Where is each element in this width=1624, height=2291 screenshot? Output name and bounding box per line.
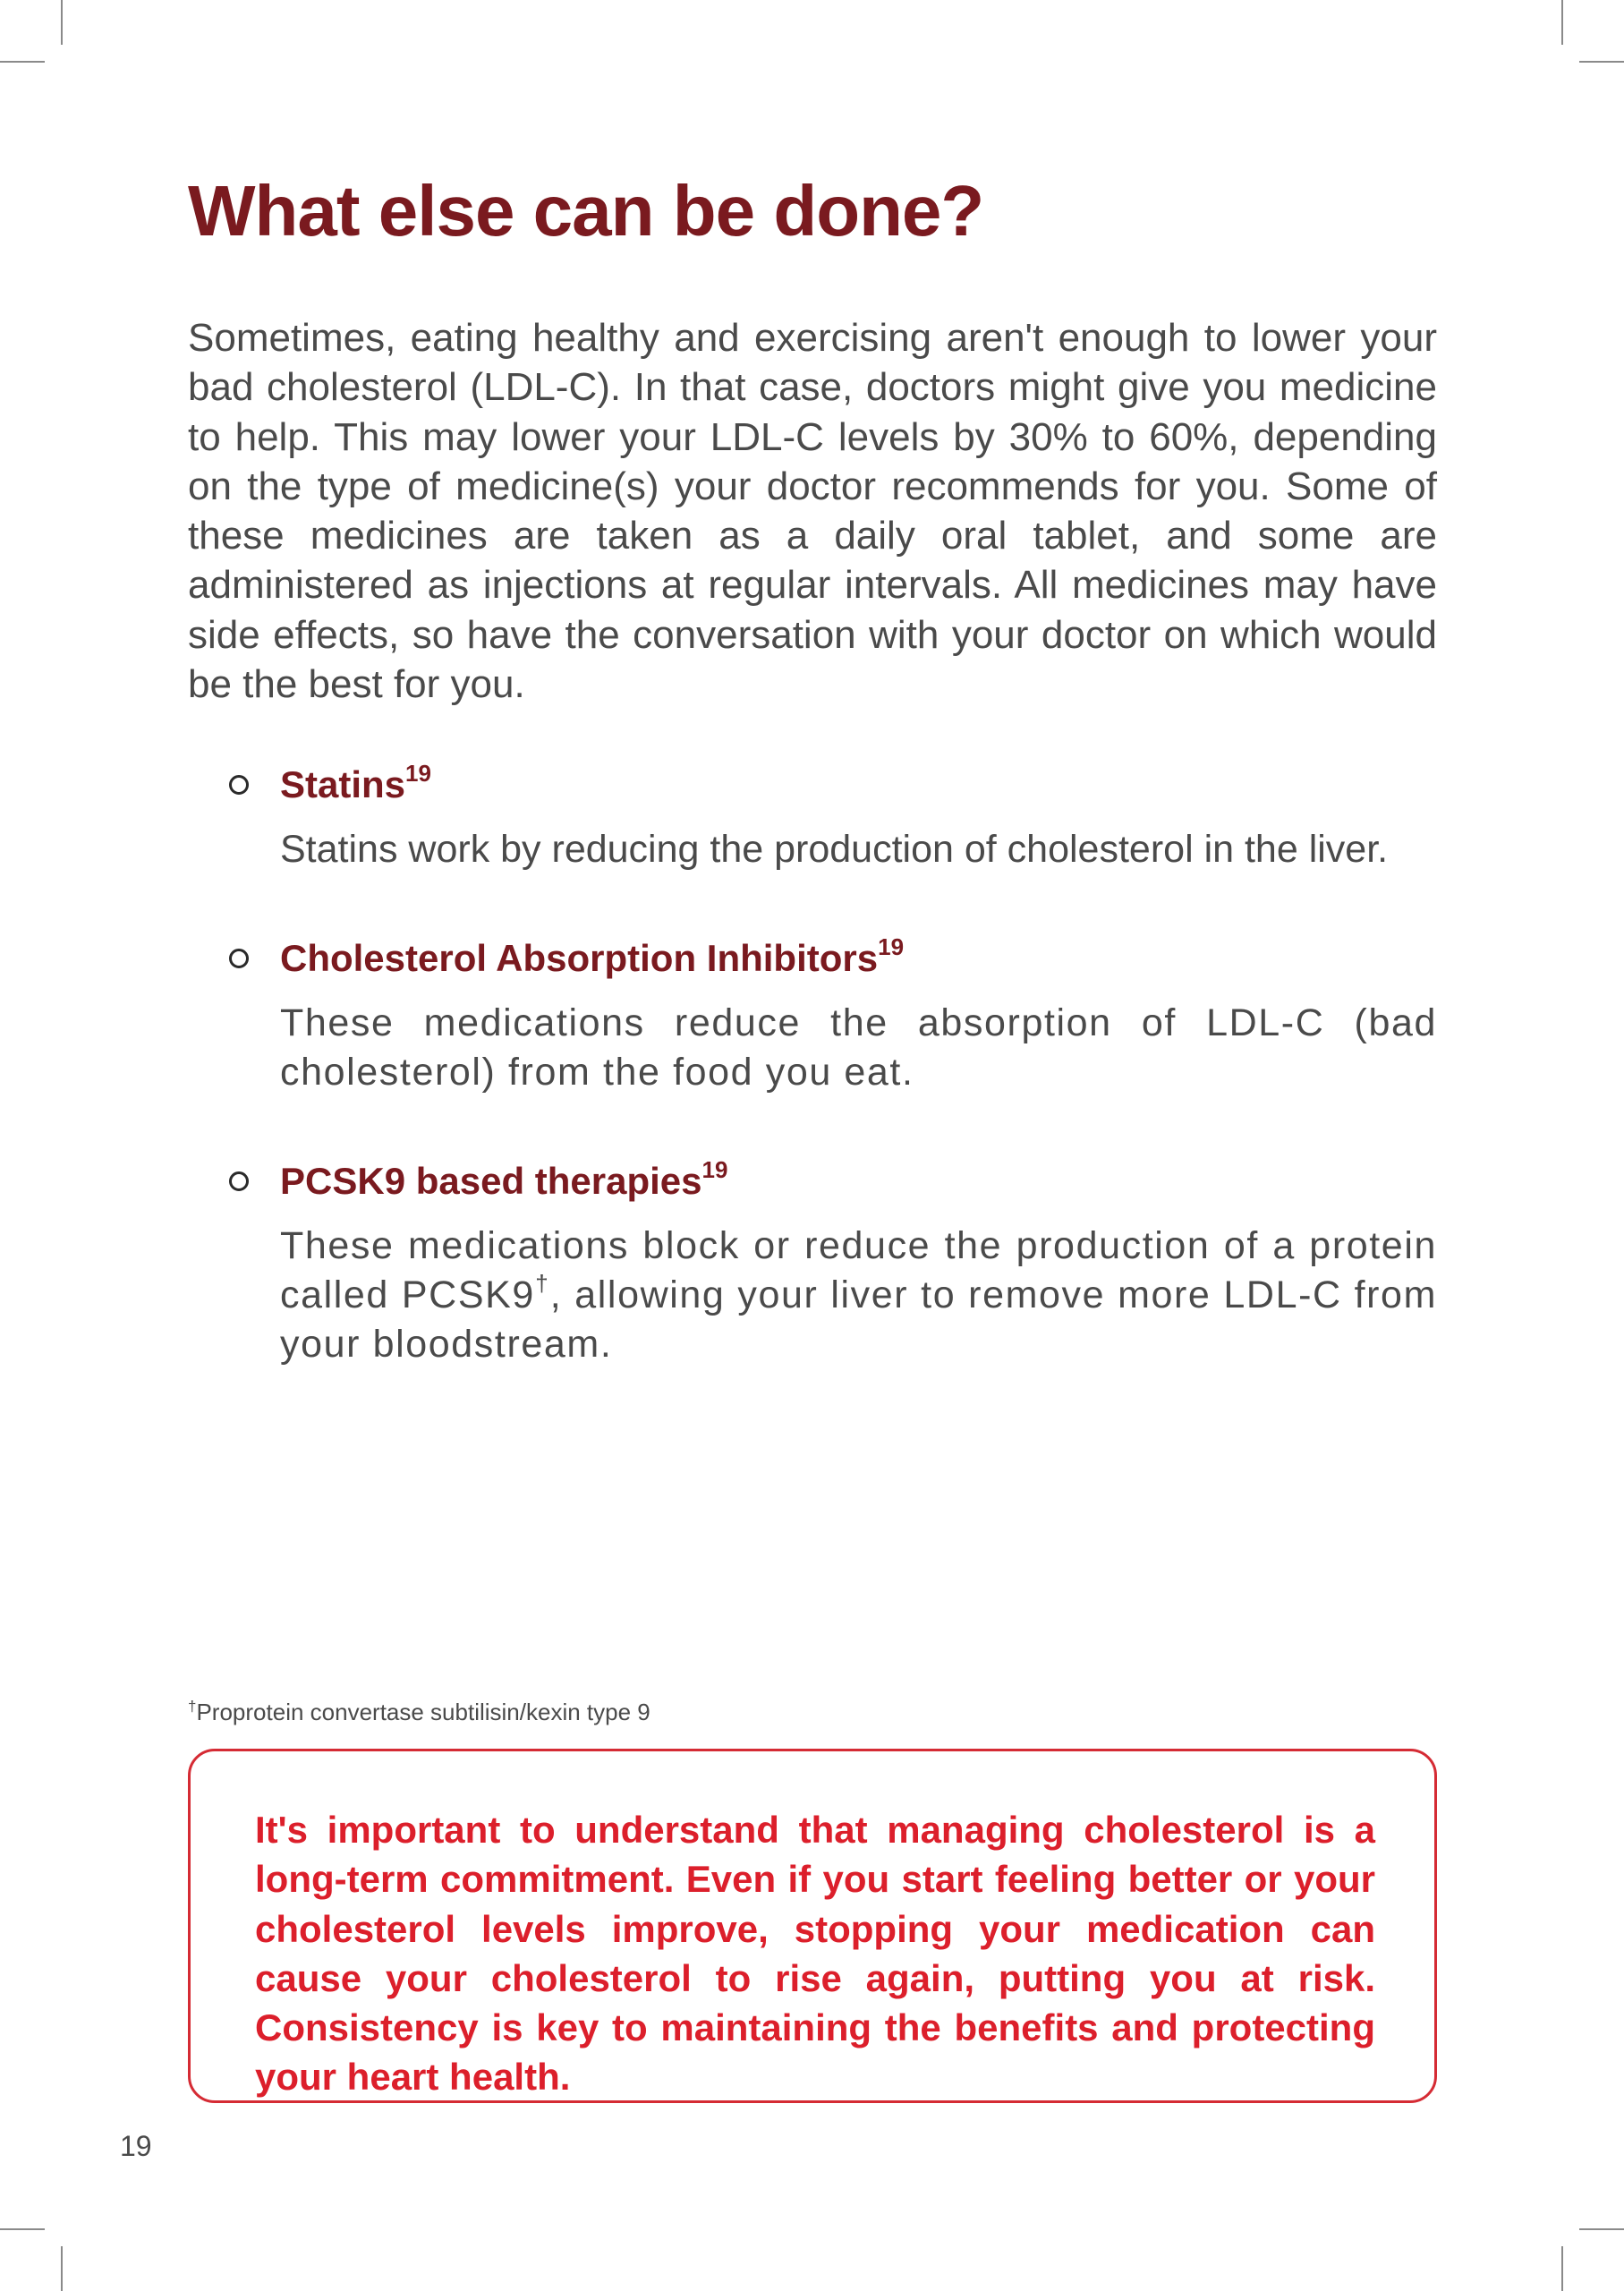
circle-bullet-icon: [229, 949, 249, 968]
footnote: †Proprotein convertase subtilisin/kexin type 9: [188, 1698, 650, 1725]
treatment-description: These medications block or reduce the production of a protein called PCSK9†, allowing your liver to remove more LDL-C from your bloodstream.: [280, 1224, 1437, 1366]
circle-bullet-icon: [229, 1171, 249, 1191]
crop-mark-bottom-right-horizontal: [1579, 2228, 1624, 2230]
treatment-heading: Cholesterol Absorption Inhibitors$^{19}$: [280, 933, 905, 979]
crop-mark-top-right-horizontal: [1579, 61, 1624, 63]
treatment-description: These medications reduce the absorption of LDL-C (bad cholesterol) from the food you eat.: [280, 1001, 1437, 1094]
page-title: What else can be done?: [188, 171, 984, 251]
crop-mark-top-left-vertical: [61, 0, 63, 45]
treatment-description: Statins work by reducing the production of cholesterol in the liver.: [280, 828, 1389, 871]
callout-text: It's important to understand that managing cholesterol is a long-term commitment. Even if you start feeling better or your cholesterol levels improve, stopping your medication can cause your cholesterol to rise again, putting you at risk. Consistency is key to maintaining the benefits and protecting your heart health.: [255, 1809, 1375, 2099]
crop-mark-bottom-right-vertical: [1561, 2246, 1563, 2291]
intro-paragraph: Sometimes, eating healthy and exercising aren't enough to lower your bad cholesterol (LDL-C). In that case, doctors might give you medicine to help. This may lower your LDL-C levels by 30% to 60%, depending on the type of medicine(s) your doctor recommends for you. Some of these medicines are taken as a daily oral tablet, and some are administered as injections at regular intervals. All medicines may have side effects, so have the conversation with your doctor on which would be the best for you.: [188, 316, 1437, 707]
reference-number: 19: [878, 933, 905, 960]
circle-bullet-icon: [229, 775, 249, 795]
dagger-mark: †: [534, 1270, 550, 1297]
crop-mark-top-right-vertical: [1561, 0, 1563, 45]
reference-number: 19: [405, 760, 431, 787]
crop-mark-top-left-horizontal: [0, 61, 45, 63]
page-number: 19: [120, 2130, 152, 2162]
reference-number: 19: [701, 1156, 728, 1183]
callout-box: [188, 1749, 1437, 2103]
treatment-heading: Statins$^{19}$: [280, 760, 431, 805]
treatment-heading: PCSK9 based therapies$^{19}$: [280, 1156, 728, 1202]
footnote-mark: †: [188, 1698, 197, 1715]
crop-mark-bottom-left-horizontal: [0, 2228, 45, 2230]
crop-mark-bottom-left-vertical: [61, 2246, 63, 2291]
